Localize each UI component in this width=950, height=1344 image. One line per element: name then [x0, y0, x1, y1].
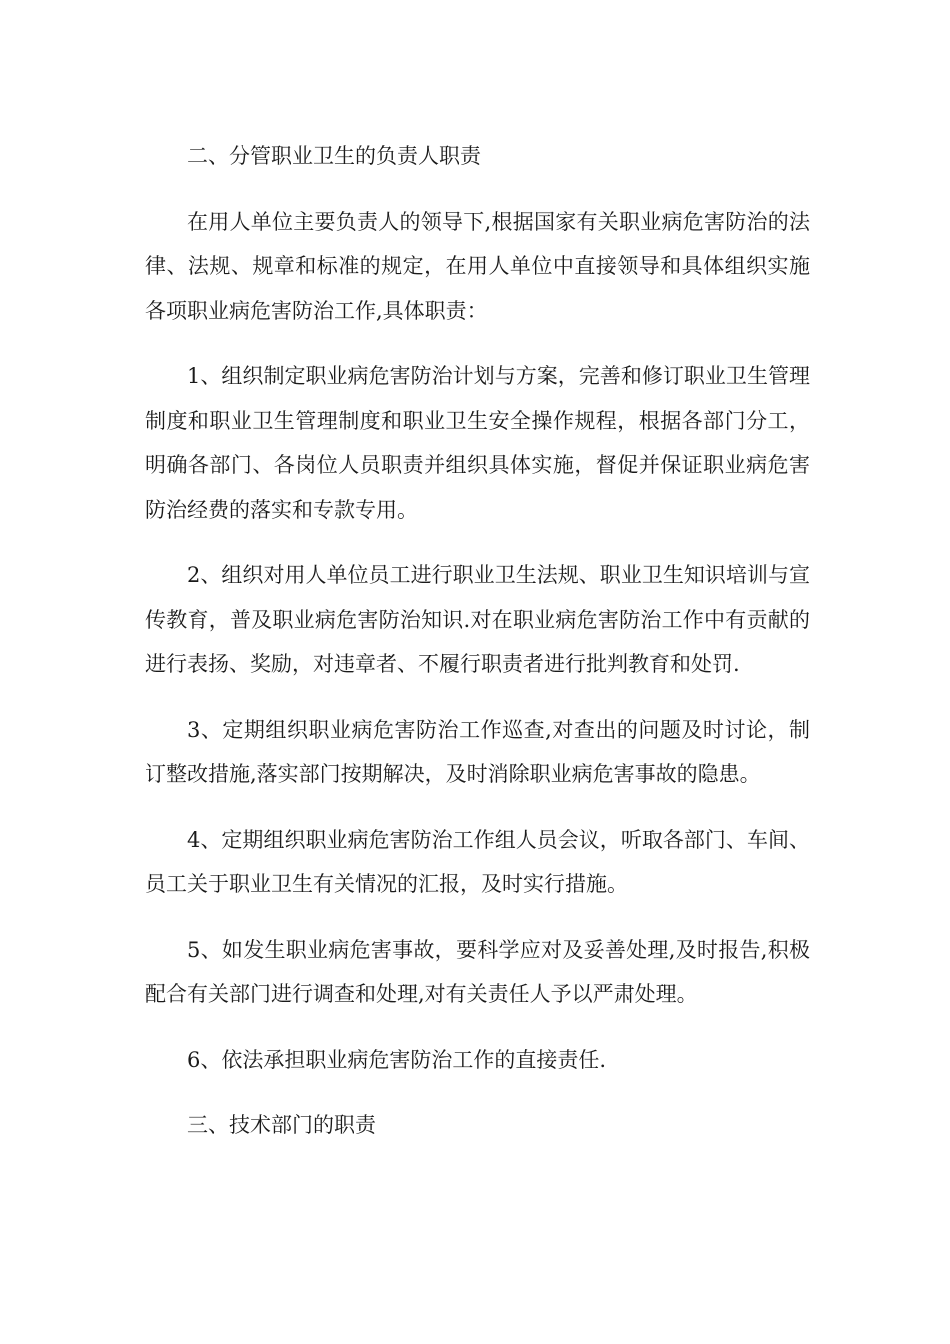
intro-paragraph: 在用人单位主要负责人的领导下,根据国家有关职业病危害防治的法律、法规、规章和标准的规定，在用人单位中直接领导和具体组织实施各项职业病危害防治工作,具体职责：	[145, 209, 810, 323]
duty-item-2: 2、组织对用人单位员工进行职业卫生法规、职业卫生知识培训与宣传教育，普及职业病危害防治知识.对在职业病危害防治工作中有贡献的进行表扬、奖励，对违章者、不履行职责者进行批判教育和处罚.	[145, 563, 810, 676]
duty-item-6: 6、依法承担职业病危害防治工作的直接责任.	[187, 1047, 607, 1072]
document-page	[145, 134, 810, 1169]
duty-item-5: 5、如发生职业病危害事故，要科学应对及妥善处理,及时报告,积极配合有关部门进行调查和处理,对有关责任人予以严肃处理。	[145, 937, 810, 1006]
duty-item-4: 4、定期组织职业病危害防治工作组人员会议，听取各部门、车间、员工关于职业卫生有关情况的汇报，及时实行措施。	[145, 827, 810, 896]
section-heading-2: 二、分管职业卫生的负责人职责	[187, 144, 481, 168]
duty-item-1: 1、组织制定职业病危害防治计划与方案，完善和修订职业卫生管理制度和职业卫生管理制度和职业卫生安全操作规程，根据各部门分工，明确各部门、各岗位人员职责并组织具体实施，督促并保证职业病危害防治经费的落实和专款专用。	[145, 364, 810, 522]
section-heading-3: 三、技术部门的职责	[187, 1113, 376, 1137]
duty-item-3: 3、定期组织职业病危害防治工作巡查,对查出的问题及时讨论，制订整改措施,落实部门按期解决，及时消除职业病危害事故的隐患。	[145, 717, 810, 786]
